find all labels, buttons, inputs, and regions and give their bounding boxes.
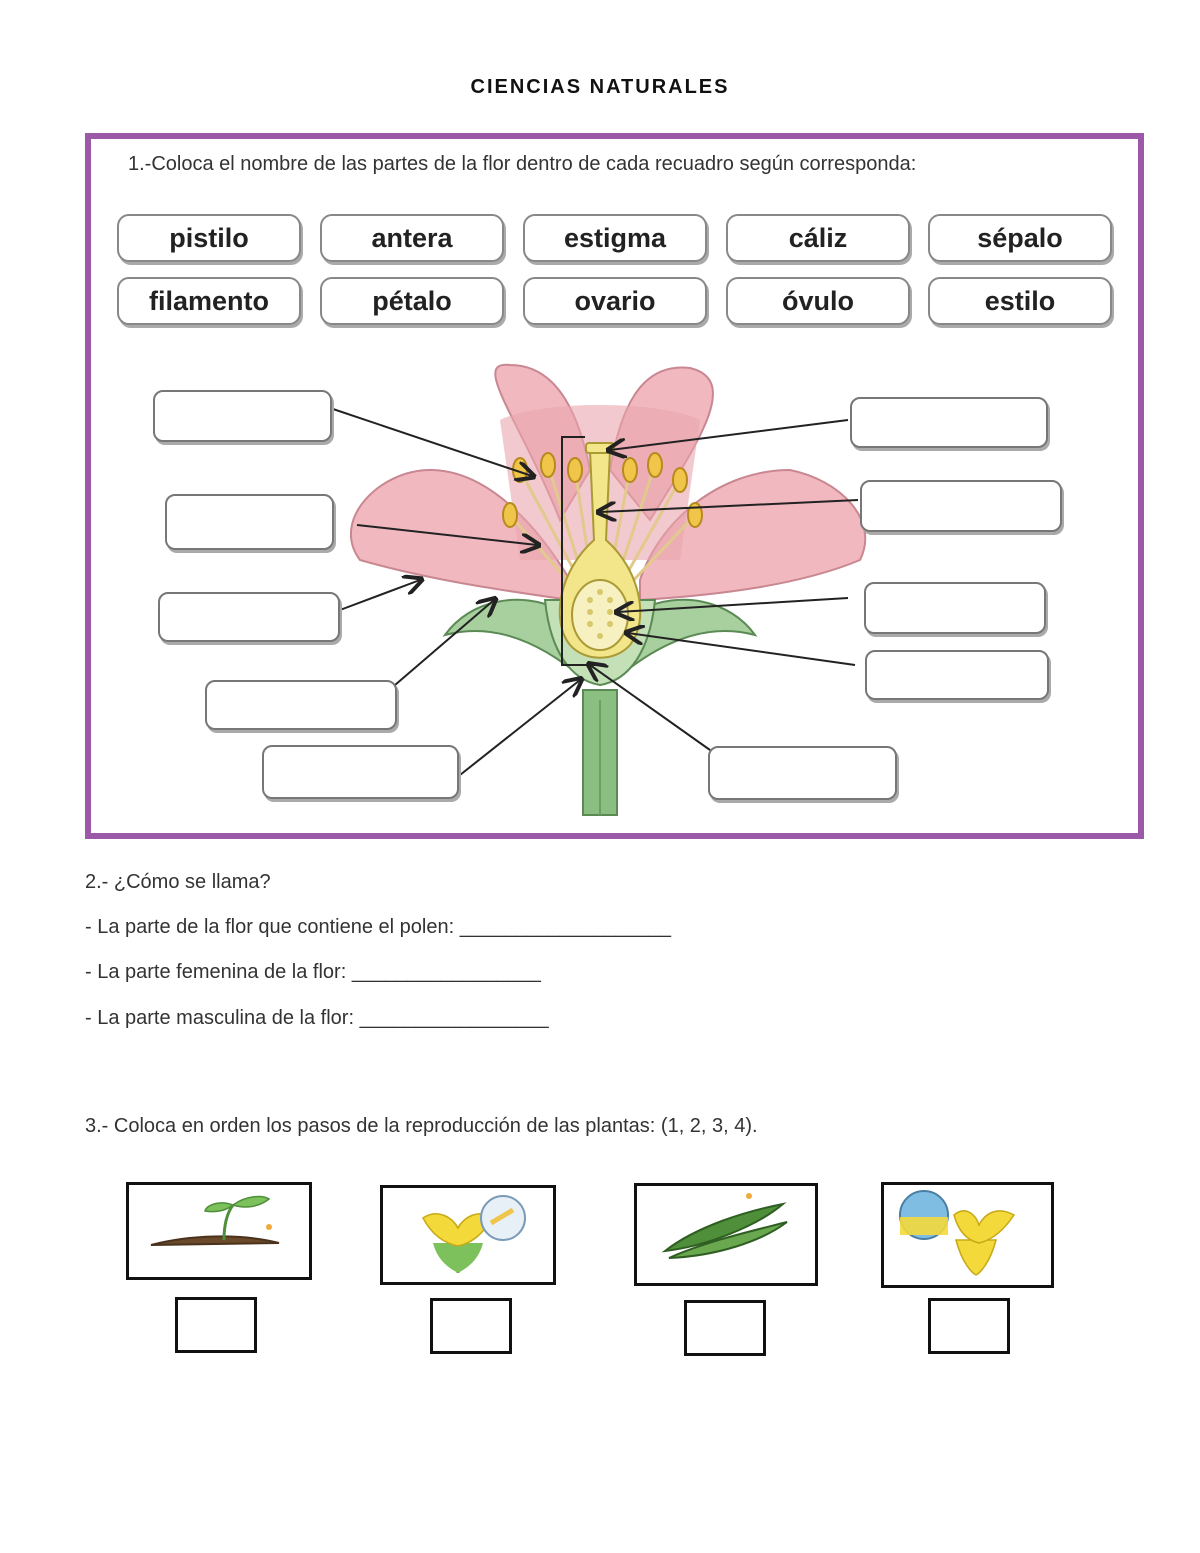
answer-box-ovary[interactable]	[865, 650, 1049, 700]
answer-box-stigma[interactable]	[850, 397, 1048, 448]
word-card-estilo[interactable]: estilo	[928, 277, 1112, 325]
step-image-pollination	[380, 1185, 556, 1285]
step-order-box-4[interactable]	[928, 1298, 1010, 1354]
answer-box-ovule[interactable]	[864, 582, 1046, 634]
word-card-petalo[interactable]: pétalo	[320, 277, 504, 325]
step-image-sprout	[126, 1182, 312, 1280]
exercise-3-heading: 3.- Coloca en orden los pasos de la reproducción de las plantas: (1, 2, 3, 4).	[85, 1115, 758, 1137]
flower-pollen-icon	[884, 1185, 1051, 1285]
word-card-caliz[interactable]: cáliz	[726, 214, 910, 262]
word-card-filamento[interactable]: filamento	[117, 277, 301, 325]
word-card-pistilo[interactable]: pistilo	[117, 214, 301, 262]
step-image-seed-pod	[634, 1183, 818, 1286]
step-order-box-1[interactable]	[175, 1297, 257, 1353]
word-card-estigma[interactable]: estigma	[523, 214, 707, 262]
exercise-2-question-3[interactable]: - La parte masculina de la flor: _________________	[85, 1007, 549, 1029]
answer-box-style[interactable]	[860, 480, 1062, 532]
seed-pod-icon	[637, 1186, 815, 1283]
yellow-flower-icon	[383, 1188, 553, 1282]
exercise-1-instruction: 1.-Coloca el nombre de las partes de la flor dentro de cada recuadro según corresponda:	[128, 153, 917, 175]
answer-box-anther[interactable]	[153, 390, 332, 442]
answer-box-calyx[interactable]	[262, 745, 459, 799]
answer-box-pistil[interactable]	[708, 746, 897, 800]
word-card-antera[interactable]: antera	[320, 214, 504, 262]
answer-box-filament[interactable]	[165, 494, 334, 550]
word-card-ovulo[interactable]: óvulo	[726, 277, 910, 325]
sprout-icon	[129, 1185, 309, 1277]
step-image-flower-pollen	[881, 1182, 1054, 1288]
step-order-box-3[interactable]	[684, 1300, 766, 1356]
step-order-box-2[interactable]	[430, 1298, 512, 1354]
page-title: CIENCIAS NATURALES	[470, 76, 730, 98]
answer-box-petal[interactable]	[158, 592, 340, 642]
exercise-2-question-1[interactable]: - La parte de la flor que contiene el polen: ___________________	[85, 916, 672, 938]
exercise-2-question-2[interactable]: - La parte femenina de la flor: _________________	[85, 961, 541, 983]
exercise-2-heading: 2.- ¿Cómo se llama?	[85, 871, 271, 893]
word-card-ovario[interactable]: ovario	[523, 277, 707, 325]
word-card-sepalo[interactable]: sépalo	[928, 214, 1112, 262]
answer-box-sepal[interactable]	[205, 680, 397, 730]
